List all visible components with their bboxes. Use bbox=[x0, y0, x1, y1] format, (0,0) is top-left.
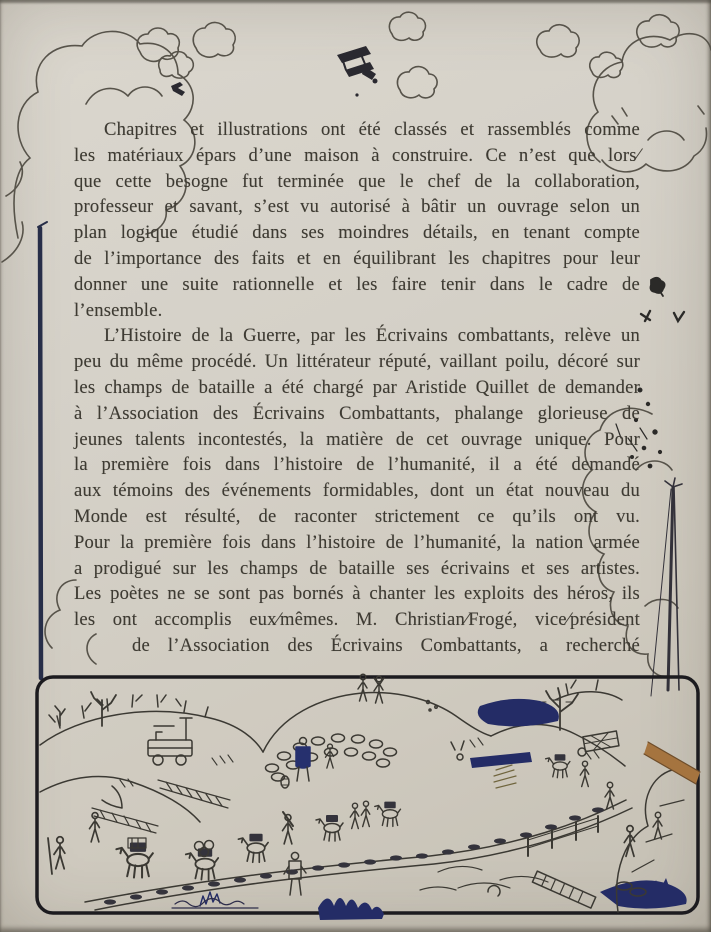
biplane-small-icon bbox=[171, 82, 185, 96]
text-line: Monde est résulté, de raconter strictement ce qu’ils ont vu. bbox=[74, 505, 640, 527]
text-line: Les poètes ne se sont pas bornés à chanter les exploits des héros, ils bbox=[74, 583, 640, 605]
flagpole-left bbox=[38, 222, 47, 678]
text-line: Pour la première fois dans l’histoire de l’humanité, la nation armée bbox=[74, 531, 640, 553]
text-line: les champs de bataille a été chargé par Aristide Quillet de demander bbox=[74, 376, 640, 398]
text-line: peu du même procédé. Un littérateur réputé, vaillant poilu, décoré sur bbox=[74, 351, 640, 373]
text-line: de l’Association des Écrivains Combattants, a recherché bbox=[132, 634, 640, 656]
text-line: à l’Association des Écrivains Combattants, phalange glorieuse de bbox=[74, 402, 640, 424]
text-line: Chapitres et illustrations ont été classés et rassemblés comme bbox=[104, 119, 640, 140]
text-line: donner une suite rationnelle et les faire tenir dans le cadre de bbox=[74, 273, 640, 295]
paragraph-2 bbox=[74, 323, 640, 658]
text-line: de l’importance des faits et en équilibrant les chapitres pour leur bbox=[74, 247, 640, 269]
text-line: plan logique étudié dans ses moindres détails, en tenant compte bbox=[74, 222, 640, 244]
sandbag-arch bbox=[266, 734, 397, 781]
mast-right bbox=[651, 478, 682, 696]
paragraph-1 bbox=[74, 117, 640, 323]
text-line: professeur et savant, s’est vu autorisé à bâtir un ouvrage selon un bbox=[74, 196, 640, 218]
biplane-icon bbox=[337, 46, 378, 97]
trench-scene-illustration bbox=[37, 674, 700, 920]
artist-signature bbox=[172, 899, 258, 909]
cart-icon bbox=[148, 718, 192, 765]
text-line: les matériaux épars d’une maison à construire. Ce n’est que lors⁄ bbox=[74, 144, 640, 166]
text-line: L’Histoire de la Guerre, par les Écrivains combattants, relève un bbox=[104, 325, 640, 347]
text-line: a prodigué sur les champs de bataille ses écrivains et ses artistes. bbox=[74, 557, 640, 579]
text-line: aux témoins des événements formidables, dont un état nouveau du bbox=[74, 480, 640, 502]
text-line: les ont accomplis eux⁄mêmes. M. Christian⁄Frogé, vice⁄président bbox=[74, 609, 640, 631]
page-text bbox=[74, 117, 640, 659]
text-line: la première fois dans l’histoire de l’humanité, il a été demandé bbox=[74, 454, 640, 476]
blue-coat-soldier bbox=[296, 738, 310, 782]
text-line: l’ensemble. bbox=[74, 299, 163, 321]
text-line: jeunes talents incontestés, la matière de cet ouvrage unique. Pour bbox=[74, 428, 640, 450]
text-line: que cette besogne fut terminée que le chef de la collaboration, bbox=[74, 170, 640, 192]
